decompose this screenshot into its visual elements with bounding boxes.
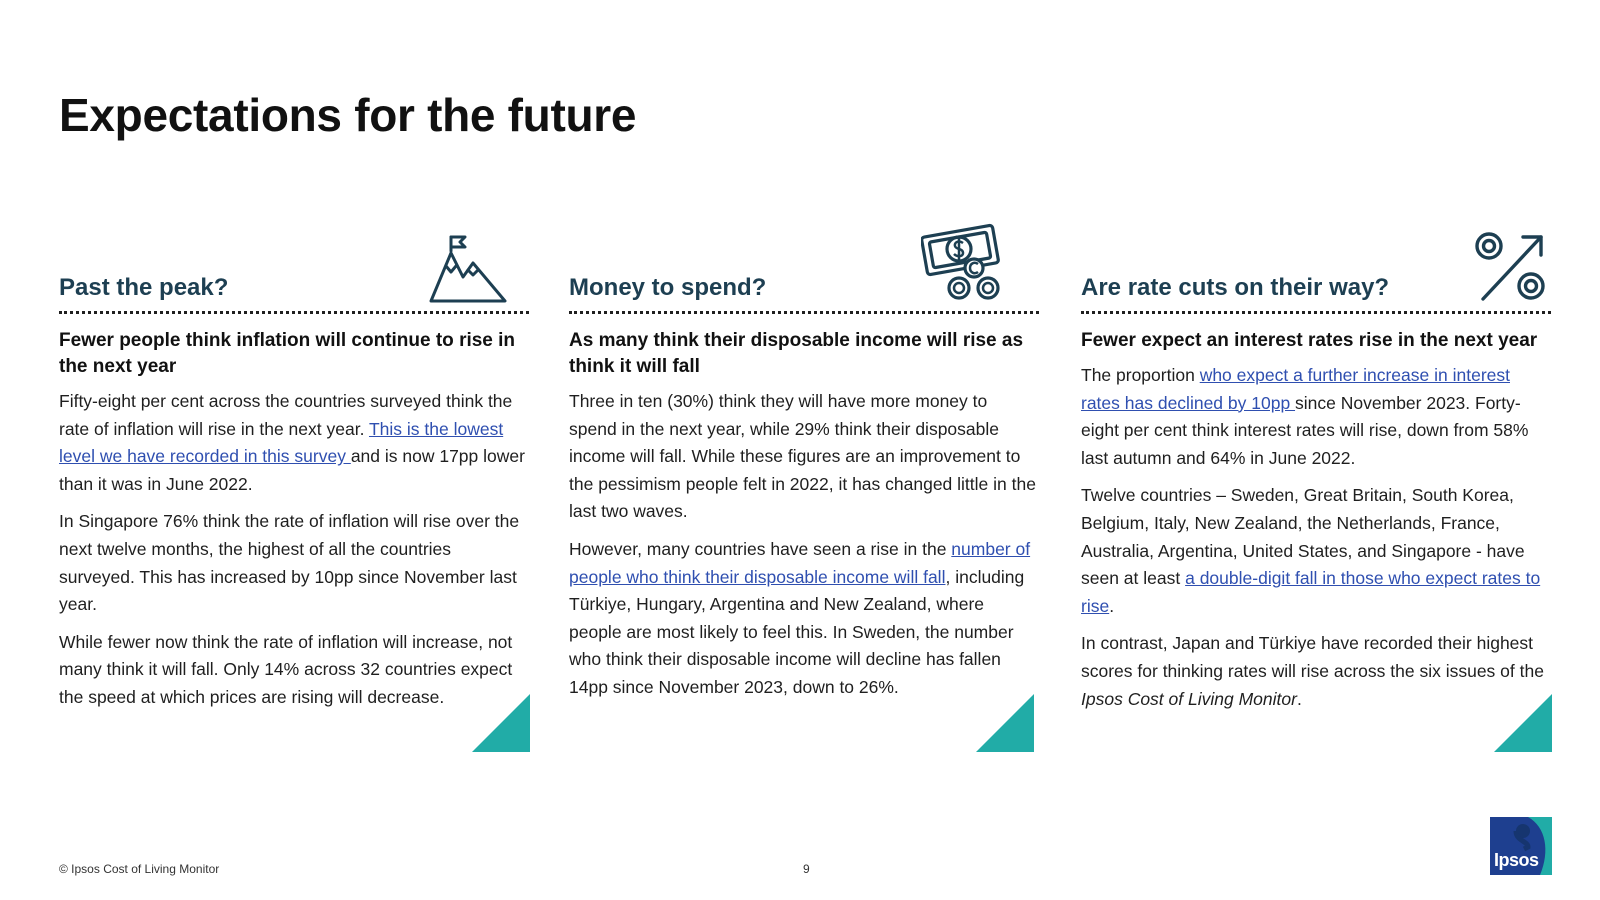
body-paragraph [59,388,529,498]
logo-text: Ipsos [1494,850,1539,870]
body-paragraph [1081,482,1551,620]
footer-copyright: © Ipsos Cost of Living Monitor [59,862,220,876]
paragraph-text: . [1296,688,1302,709]
paragraph-text: Three in ten (30%) think they will have more money to spend in the next year, while 29% think their disposable income will fall. While these figures are an improvement to the pessimism people felt in 2022, it has changed little in the last two waves. [569,391,1036,522]
column-header [1081,215,1551,314]
paragraph-text: Fifty-eight per cent across the countries surveyed think the rate of inflation will rise in the next year. [59,391,513,439]
page-title: Expectations for the future [59,89,637,141]
paragraph-text: However, many countries have seen a rise in the [569,538,952,559]
inline-link[interactable]: a double-digit fall in those who expect rates to rise [1081,568,1541,616]
column-past-the-peak [59,215,529,722]
paragraph-text: and is now 17pp lower than it was in June 2022. [59,446,525,494]
paragraph-text: While fewer now think the rate of inflation will increase, not many think it will fall. Only 14% across 32 countries expect the speed at which prices are rising will decrease. [59,631,513,707]
column-subheading: Fewer people think inflation will continue to rise in the next year [59,330,516,377]
body-paragraph [1081,630,1551,713]
money-coins-icon [921,219,1005,303]
column-body [59,388,529,712]
column-heading: Money to spend? [569,274,767,301]
column-body [1081,362,1551,713]
paragraph-text: since November 2023. Forty-eight per cent think interest rates will rise, down from 58% last autumn and 64% in June 2022. [1081,392,1529,468]
inline-link[interactable]: number of people who think their disposable income will fall [569,538,1031,587]
paragraph-text: , including Türkiye, Hungary, Argentina and New Zealand, where people are most likely to feel this. In Sweden, the number who think their disposable income will decline has fallen 14pp since November 2023, down to 26%. [569,566,1025,697]
column-heading: Are rate cuts on their way? [1081,274,1390,301]
body-paragraph [1081,362,1551,472]
body-paragraph [59,629,529,712]
column-header [569,215,1039,314]
column-subheading: Fewer expect an interest rates rise in the next year [1081,330,1538,351]
page-number: 9 [803,862,810,876]
body-paragraph [569,388,1039,526]
paragraph-text: . [1109,595,1115,616]
paragraph-text: In Singapore 76% think the rate of inflation will rise over the next twelve months, the highest of all the countries surveyed. This has increased by 10pp since November last year. [59,511,520,615]
inline-link[interactable]: This is the lowest level we have recorded in this survey [59,418,504,467]
body-paragraph [59,508,529,618]
inline-link[interactable]: who expect a further increase in interest rates has declined by 10pp [1081,365,1510,413]
paragraph-text: The proportion [1081,365,1200,385]
column-heading: Past the peak? [59,274,229,301]
mountain-flag-icon [429,231,509,303]
column-money-to-spend [569,215,1039,712]
body-paragraph [569,536,1039,702]
percent-arrow-icon [1475,231,1547,303]
italic-text: Ipsos Cost of Living Monitor [1081,688,1297,709]
paragraph-text: Twelve countries – Sweden, Great Britain, South Korea, Belgium, Italy, New Zealand, the Netherlands, France, Australia, Argentina, United States, and Singapore - have seen at least [1081,485,1525,589]
column-body [569,388,1039,702]
column-header [59,215,529,314]
column-rate-cuts [1081,215,1551,723]
ipsos-logo [1490,817,1552,875]
column-subheading: As many think their disposable income will rise as think it will fall [569,330,1024,377]
paragraph-text: In contrast, Japan and Türkiye have recorded their highest scores for thinking rates will rise across the six issues of the [1081,633,1544,681]
